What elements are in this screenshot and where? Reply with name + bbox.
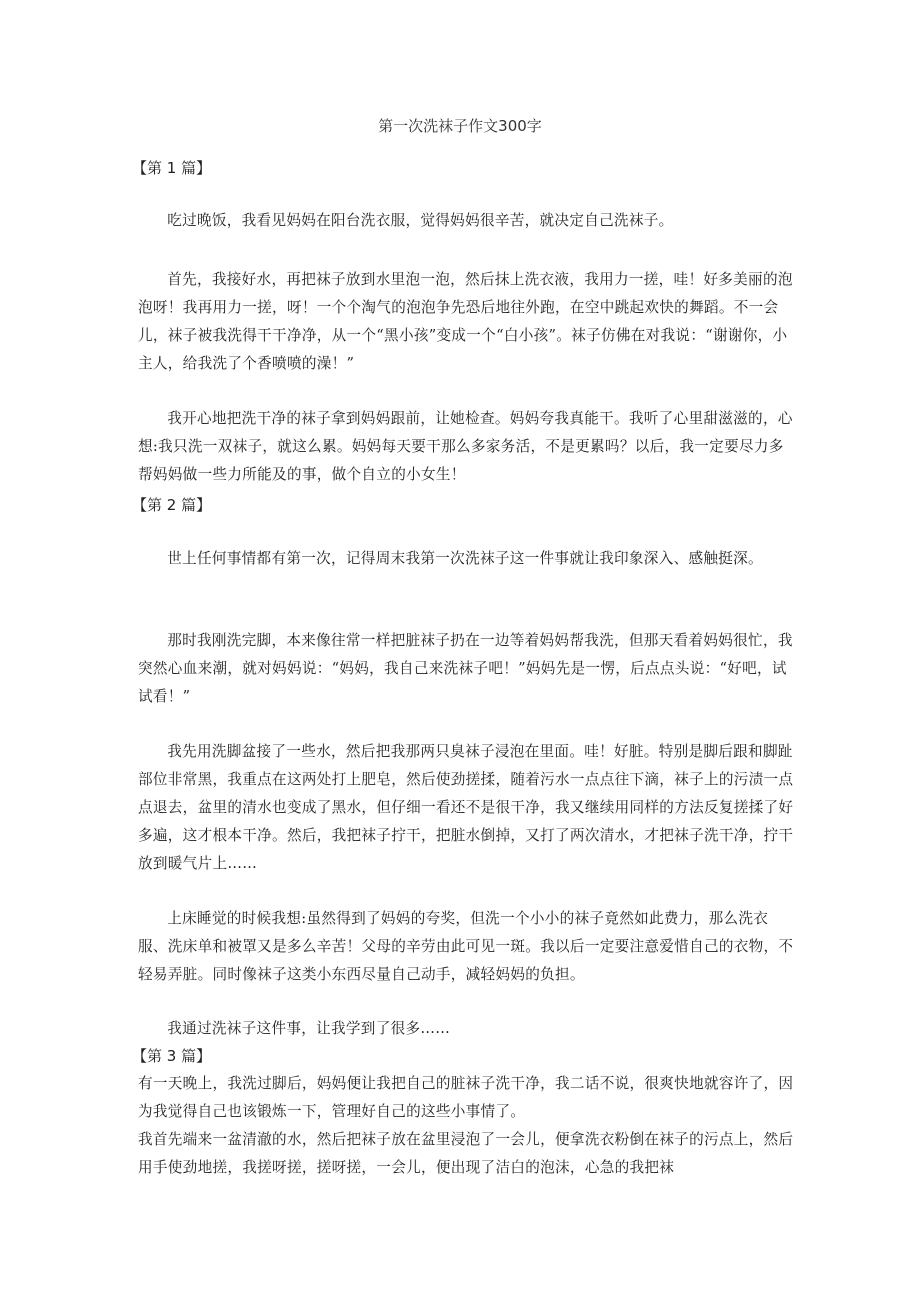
section-1-heading: 【第 1 篇】	[132, 159, 212, 177]
section-2-paragraph-3: 我先用洗脚盆接了一些水，然后把我那两只臭袜子浸泡在里面。哇！好脏。特别是脚后跟和脚趾部位非常黑，我重点在这两处打上肥皂，然后使劲搓揉，随着污水一点点往下滴，袜子上的污渍一点点退去，盆里的清水也变成了黑水，但仔细一看还不是很干净，我又继续用同样的方法反复搓揉了好多遍，这才根本干净。然后，我把袜子拧干，把脏水倒掉，又打了两次清水，才把袜子洗干净，拧干放到暖气片上……	[138, 743, 794, 872]
section-3-paragraph-1: 有一天晚上，我洗过脚后，妈妈便让我把自己的脏袜子洗干净，我二话不说，很爽快地就容许了，因为我觉得自己也该锻炼一下，管理好自己的这些小事情了。	[138, 1075, 794, 1120]
section-2-paragraph-1: 世上任何事情都有第一次，记得周末我第一次洗袜子这一件事就让我印象深入、感触挺深。	[167, 550, 763, 567]
section-1-paragraph-1: 吃过晚饭，我看见妈妈在阳台洗衣服，觉得妈妈很辛苦，就决定自己洗袜子。	[167, 212, 674, 229]
section-2-paragraph-2: 那时我刚洗完脚，本来像往常一样把脏袜子扔在一边等着妈妈帮我洗，但那天看着妈妈很忙，我突然心血来潮，就对妈妈说：“妈妈，我自己来洗袜子吧！”妈妈先是一愣，后点点头说：“好吧，试试看！”	[138, 632, 793, 705]
section-2-heading: 【第 2 篇】	[132, 496, 212, 514]
document-title: 第一次洗袜子作文300字	[378, 117, 542, 135]
section-2-paragraph-4: 上床睡觉的时候我想:虽然得到了妈妈的夸奖，但洗一个小小的袜子竟然如此费力，那么洗衣服、洗床单和被罩又是多么辛苦！父母的辛劳由此可见一斑。我以后一定要注意爱惜自己的衣物，不轻易弄脏。同时像袜子这类小东西尽量自己动手，减轻妈妈的负担。	[138, 910, 794, 983]
section-3-paragraph-2: 我首先端来一盆清澈的水，然后把袜子放在盆里浸泡了一会儿，便拿洗衣粉倒在袜子的污点上，然后用手使劲地搓，我搓呀搓，搓呀搓，一会儿，便出现了洁白的泡沫，心急的我把袜	[138, 1131, 794, 1176]
section-1-paragraph-3: 我开心地把洗干净的袜子拿到妈妈跟前，让她检查。妈妈夸我真能干。我听了心里甜滋滋的，心想:我只洗一双袜子，就这么累。妈妈每天要干那么多家务活，不是更累吗？以后，我一定要尽力多帮妈妈做一些力所能及的事，做个自立的小女生！	[138, 410, 793, 483]
section-3-heading: 【第 3 篇】	[132, 1047, 212, 1065]
section-1-paragraph-2: 首先，我接好水，再把袜子放到水里泡一泡，然后抹上洗衣液，我用力一搓，哇！好多美丽的泡泡呀！我再用力一搓，呀！一个个淘气的泡泡争先恐后地往外跑，在空中跳起欢快的舞蹈。不一会儿，袜子被我洗得干干净净，从一个“黑小孩”变成一个“白小孩”。袜子仿佛在对我说：“谢谢你，小主人，给我洗了个香喷喷的澡！”	[138, 271, 793, 372]
section-2-paragraph-5: 我通过洗袜子这件事，让我学到了很多……	[167, 1020, 451, 1037]
